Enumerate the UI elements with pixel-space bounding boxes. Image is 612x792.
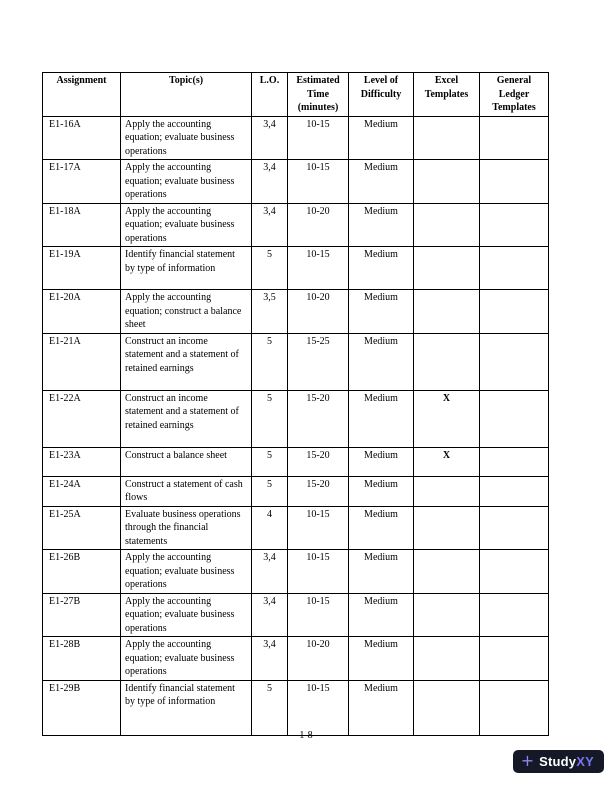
cell-ledger-template: [480, 637, 549, 681]
cell-time: 10-15: [288, 506, 349, 550]
cell-topic: Apply the accounting equation; evaluate business operations: [121, 160, 252, 204]
cell-lo: 3,4: [252, 637, 288, 681]
cell-topic: Construct a balance sheet: [121, 447, 252, 476]
cell-time: 10-15: [288, 160, 349, 204]
cell-assignment: E1-26B: [43, 550, 121, 594]
table-row: [43, 203, 549, 247]
assignment-table-body: [43, 116, 549, 735]
cell-lo: 5: [252, 333, 288, 390]
cell-ledger-template: [480, 333, 549, 390]
cell-excel-template: X: [414, 447, 480, 476]
cell-topic: Construct an income statement and a statement of retained earnings: [121, 390, 252, 447]
cell-ledger-template: [480, 593, 549, 637]
cell-lo: 3,4: [252, 550, 288, 594]
cell-difficulty: Medium: [349, 447, 414, 476]
cell-topic: Construct an income statement and a statement of retained earnings: [121, 333, 252, 390]
cell-assignment: E1-29B: [43, 680, 121, 735]
cell-difficulty: Medium: [349, 506, 414, 550]
cell-time: 15-25: [288, 333, 349, 390]
cell-lo: 4: [252, 506, 288, 550]
table-row: [43, 637, 549, 681]
cell-assignment: E1-16A: [43, 116, 121, 160]
cell-ledger-template: [480, 203, 549, 247]
table-row: [43, 593, 549, 637]
header-excel-templates: Excel Templates: [414, 73, 480, 117]
cell-lo: 5: [252, 247, 288, 290]
cell-topic: Apply the accounting equation; evaluate business operations: [121, 116, 252, 160]
cell-difficulty: Medium: [349, 550, 414, 594]
cell-difficulty: Medium: [349, 203, 414, 247]
cell-time: 15-20: [288, 447, 349, 476]
cell-assignment: E1-24A: [43, 476, 121, 506]
cell-topic: Identify financial statement by type of information: [121, 247, 252, 290]
brand-name: [539, 753, 594, 771]
cell-topic: Apply the accounting equation; evaluate business operations: [121, 203, 252, 247]
studyxy-brand-badge[interactable]: [513, 750, 604, 773]
table-row: [43, 680, 549, 735]
cell-assignment: E1-28B: [43, 637, 121, 681]
cell-ledger-template: [480, 390, 549, 447]
cell-assignment: E1-21A: [43, 333, 121, 390]
table-row: [43, 290, 549, 334]
cell-lo: 5: [252, 390, 288, 447]
cell-ledger-template: [480, 447, 549, 476]
cell-excel-template: [414, 550, 480, 594]
cell-excel-template: [414, 680, 480, 735]
cell-time: 15-20: [288, 390, 349, 447]
cell-excel-template: [414, 290, 480, 334]
cell-assignment: E1-23A: [43, 447, 121, 476]
cell-assignment: E1-22A: [43, 390, 121, 447]
cell-lo: 3,4: [252, 593, 288, 637]
cell-time: 10-15: [288, 680, 349, 735]
cell-difficulty: Medium: [349, 116, 414, 160]
table-row: [43, 550, 549, 594]
cell-difficulty: Medium: [349, 476, 414, 506]
cell-ledger-template: [480, 290, 549, 334]
cell-difficulty: Medium: [349, 290, 414, 334]
header-row: [43, 73, 549, 117]
cell-time: 10-20: [288, 290, 349, 334]
cell-ledger-template: [480, 247, 549, 290]
page-number: 1-8: [299, 730, 313, 741]
cell-lo: 5: [252, 447, 288, 476]
cell-time: 10-15: [288, 593, 349, 637]
cell-difficulty: Medium: [349, 680, 414, 735]
cell-assignment: E1-17A: [43, 160, 121, 204]
cell-time: 10-15: [288, 247, 349, 290]
cell-assignment: E1-20A: [43, 290, 121, 334]
table-row: [43, 333, 549, 390]
cell-excel-template: [414, 593, 480, 637]
cell-lo: 3,5: [252, 290, 288, 334]
cell-difficulty: Medium: [349, 160, 414, 204]
brand-name-accent: XY: [576, 753, 594, 769]
cell-ledger-template: [480, 476, 549, 506]
cell-excel-template: X: [414, 390, 480, 447]
cell-ledger-template: [480, 680, 549, 735]
cell-topic: Apply the accounting equation; evaluate business operations: [121, 593, 252, 637]
cell-time: 10-15: [288, 116, 349, 160]
cell-ledger-template: [480, 160, 549, 204]
assignment-table: [42, 72, 549, 736]
cell-assignment: E1-27B: [43, 593, 121, 637]
cell-excel-template: [414, 160, 480, 204]
header-difficulty: Level of Difficulty: [349, 73, 414, 117]
cell-ledger-template: [480, 116, 549, 160]
cell-assignment: E1-18A: [43, 203, 121, 247]
cell-excel-template: [414, 333, 480, 390]
cell-topic: Apply the accounting equation; evaluate business operations: [121, 550, 252, 594]
cell-topic: Evaluate business operations through the financial statements: [121, 506, 252, 550]
brand-name-primary: Study: [539, 753, 577, 769]
cell-topic: Construct a statement of cash flows: [121, 476, 252, 506]
cell-time: 15-20: [288, 476, 349, 506]
table-row: [43, 476, 549, 506]
cell-time: 10-15: [288, 550, 349, 594]
cell-difficulty: Medium: [349, 333, 414, 390]
header-lo: L.O.: [252, 73, 288, 117]
header-assignment: Assignment: [43, 73, 121, 117]
cell-difficulty: Medium: [349, 247, 414, 290]
cell-ledger-template: [480, 550, 549, 594]
cell-topic: Identify financial statement by type of information: [121, 680, 252, 735]
cell-excel-template: [414, 203, 480, 247]
cell-assignment: E1-19A: [43, 247, 121, 290]
cell-excel-template: [414, 506, 480, 550]
cell-difficulty: Medium: [349, 593, 414, 637]
header-topics: Topic(s): [121, 73, 252, 117]
cell-lo: 3,4: [252, 203, 288, 247]
table-row: [43, 116, 549, 160]
table-row: [43, 160, 549, 204]
header-general-ledger-templates: General Ledger Templates: [480, 73, 549, 117]
assignment-table-header: [43, 73, 549, 117]
cell-lo: 3,4: [252, 116, 288, 160]
header-estimated-time: Estimated Time (minutes): [288, 73, 349, 117]
cell-time: 10-20: [288, 203, 349, 247]
table-row: [43, 247, 549, 290]
cell-difficulty: Medium: [349, 390, 414, 447]
cell-lo: 5: [252, 680, 288, 735]
cell-excel-template: [414, 476, 480, 506]
cell-assignment: E1-25A: [43, 506, 121, 550]
cell-difficulty: Medium: [349, 637, 414, 681]
cell-excel-template: [414, 637, 480, 681]
plus-icon: +: [520, 750, 535, 770]
cell-time: 10-20: [288, 637, 349, 681]
cell-lo: 5: [252, 476, 288, 506]
cell-excel-template: [414, 116, 480, 160]
cell-ledger-template: [480, 506, 549, 550]
table-row: [43, 506, 549, 550]
cell-topic: Apply the accounting equation; evaluate business operations: [121, 637, 252, 681]
table-row: [43, 447, 549, 476]
cell-lo: 3,4: [252, 160, 288, 204]
cell-excel-template: [414, 247, 480, 290]
table-row: [43, 390, 549, 447]
cell-topic: Apply the accounting equation; construct a balance sheet: [121, 290, 252, 334]
